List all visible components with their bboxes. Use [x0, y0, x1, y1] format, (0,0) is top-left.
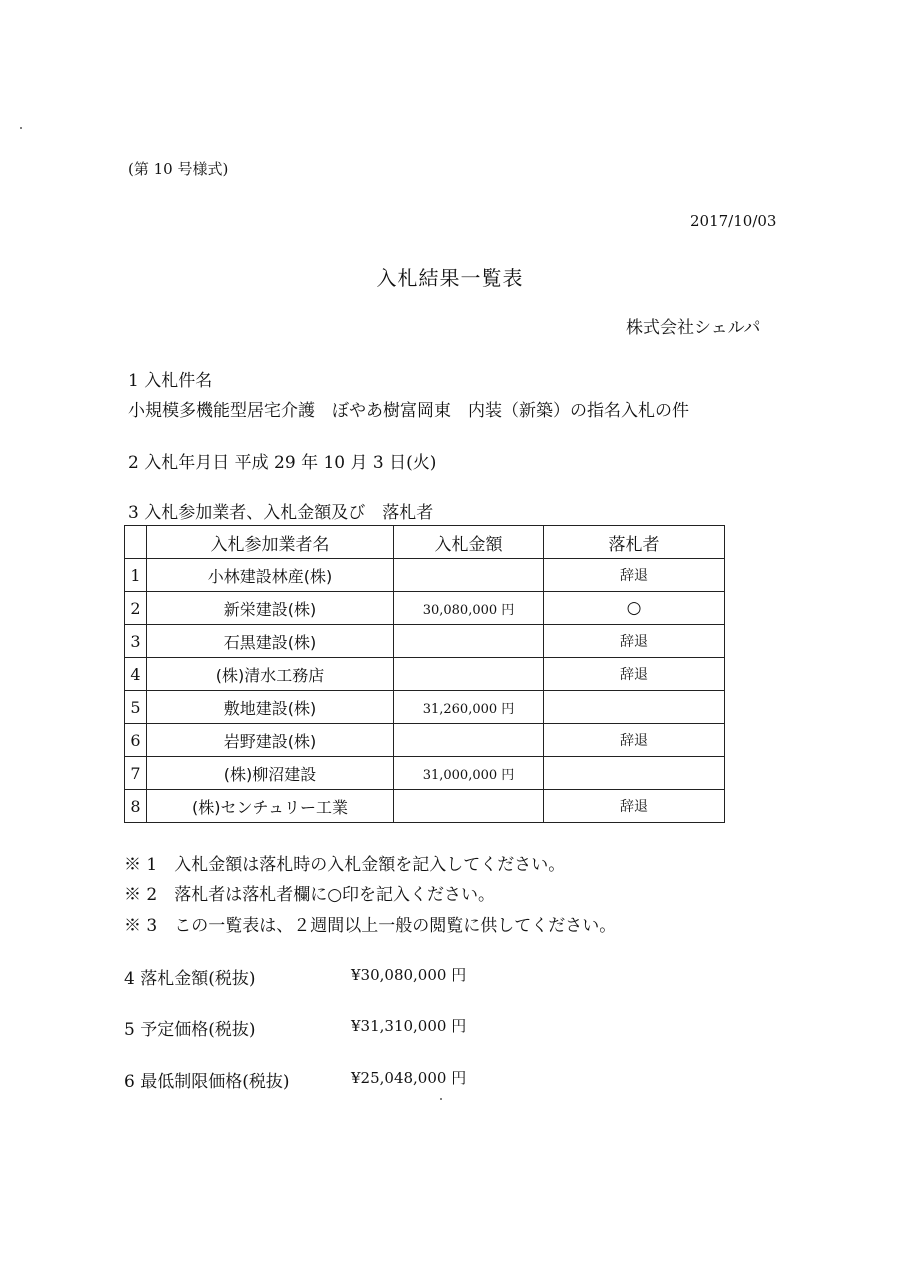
form-number: (第 10 号様式): [128, 160, 229, 178]
bid-results-table: [124, 525, 725, 823]
table-row: [125, 757, 725, 790]
row-number: 3: [125, 625, 147, 658]
table-row: [125, 691, 725, 724]
row-winner: 辞退: [544, 790, 725, 823]
row-amount: [394, 658, 544, 691]
section-bid-subject-body: 小規模多機能型居宅介護 ぼやあ樹富岡東 内装（新築）の指名入札の件: [128, 401, 689, 421]
note-1: ※ 1 入札金額は落札時の入札金額を記入してください。: [124, 855, 566, 875]
header-winner: 落札者: [544, 526, 725, 559]
row-amount: 31,260,000 円: [394, 691, 544, 724]
row-number: 1: [125, 559, 147, 592]
section-bid-subject-heading: 1 入札件名: [128, 371, 213, 391]
row-amount: 30,080,000 円: [394, 592, 544, 625]
row-amount: 31,000,000 円: [394, 757, 544, 790]
planned-price-value: ¥31,310,000 円: [351, 1017, 467, 1035]
row-number: 4: [125, 658, 147, 691]
winning-amount-label: 4 落札金額(税抜): [124, 969, 256, 989]
table-row: [125, 625, 725, 658]
table-row: [125, 658, 725, 691]
row-winner: [544, 691, 725, 724]
header-number: [125, 526, 147, 559]
row-amount: [394, 559, 544, 592]
row-amount: [394, 790, 544, 823]
note-3: ※ 3 この一覧表は、２週間以上一般の閲覧に供してください。: [124, 916, 617, 936]
row-company: (株)柳沼建設: [147, 757, 394, 790]
table-header-row: [125, 526, 725, 559]
header-company: 入札参加業者名: [147, 526, 394, 559]
row-winner: 辞退: [544, 724, 725, 757]
row-winner: [544, 757, 725, 790]
scan-speck: [440, 1098, 442, 1100]
row-company: 岩野建設(株): [147, 724, 394, 757]
row-number: 5: [125, 691, 147, 724]
minimum-price-label: 6 最低制限価格(税抜): [124, 1072, 290, 1092]
row-company: 石黒建設(株): [147, 625, 394, 658]
note-2: ※ 2 落札者は落札者欄に○印を記入ください。: [124, 885, 496, 905]
planned-price-label: 5 予定価格(税抜): [124, 1020, 256, 1040]
row-winner: 辞退: [544, 658, 725, 691]
scan-speck: [20, 127, 22, 129]
table-row: [125, 724, 725, 757]
document-title: 入札結果一覧表: [376, 266, 524, 290]
row-company: 小林建設林産(株): [147, 559, 394, 592]
row-company: 敷地建設(株): [147, 691, 394, 724]
section-participants-heading: 3 入札参加業者、入札金額及び 落札者: [128, 503, 434, 523]
row-winner: ○: [544, 592, 725, 625]
winning-amount-value: ¥30,080,000 円: [351, 966, 467, 984]
row-winner: 辞退: [544, 625, 725, 658]
company-name: 株式会社シェルパ: [626, 318, 761, 338]
row-number: 8: [125, 790, 147, 823]
minimum-price-value: ¥25,048,000 円: [351, 1069, 467, 1087]
row-number: 6: [125, 724, 147, 757]
table-row: [125, 790, 725, 823]
document-date: 2017/10/03: [690, 212, 777, 230]
row-company: 新栄建設(株): [147, 592, 394, 625]
section-bid-date: 2 入札年月日 平成 29 年 10 月 3 日(火): [128, 453, 437, 473]
row-company: (株)センチュリー工業: [147, 790, 394, 823]
table-row: [125, 559, 725, 592]
row-amount: [394, 625, 544, 658]
row-winner: 辞退: [544, 559, 725, 592]
row-number: 2: [125, 592, 147, 625]
row-number: 7: [125, 757, 147, 790]
table-row: [125, 592, 725, 625]
row-amount: [394, 724, 544, 757]
row-company: (株)清水工務店: [147, 658, 394, 691]
header-amount: 入札金額: [394, 526, 544, 559]
